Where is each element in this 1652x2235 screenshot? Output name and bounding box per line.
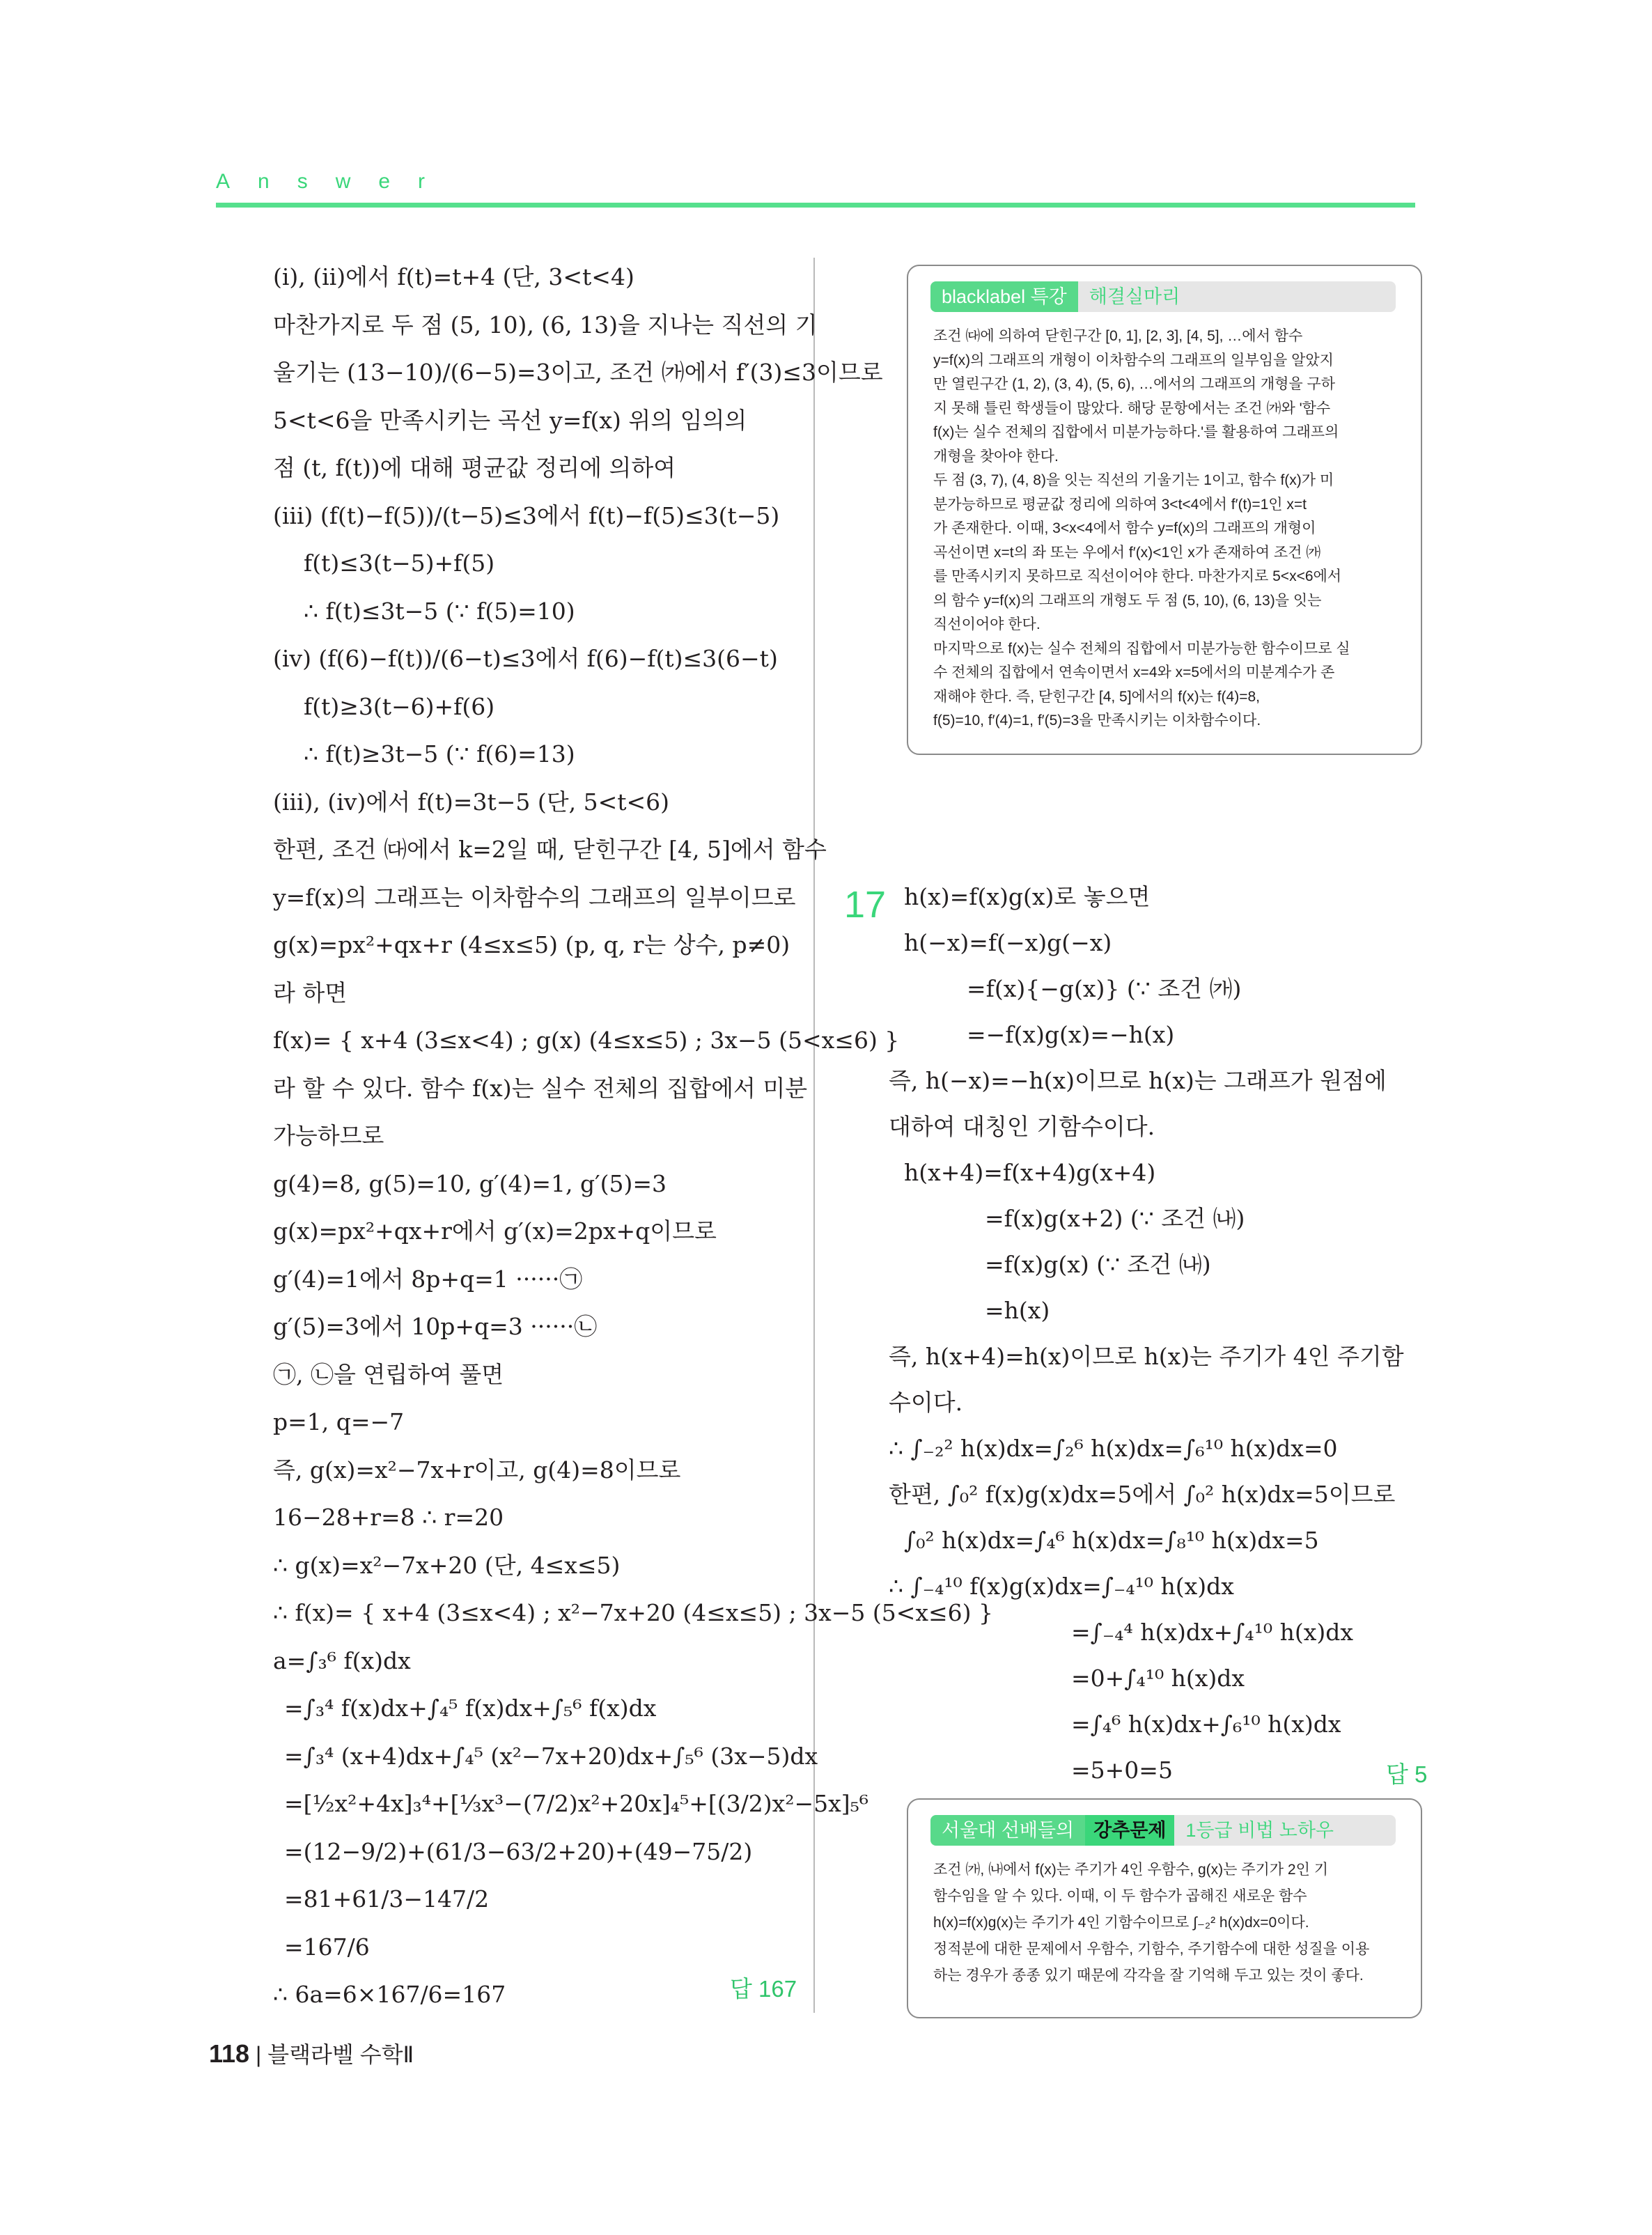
left-line: f(t)≥3(t−6)+f(6)	[304, 692, 495, 720]
right-line: 즉, h(x+4)=h(x)이므로 h(x)는 주기가 4인 주기함	[889, 1343, 1404, 1370]
note-line: f(5)=10, f′(4)=1, f′(5)=3을 만족시키는 이차함수이다.	[933, 712, 1261, 729]
left-line: f(x)= { x+4 (3≤x<4) ; g(x) (4≤x≤5) ; 3x−5 (5<x≤6) }	[273, 1027, 900, 1054]
note-line: 곡선이면 x=t의 좌 또는 우에서 f′(x)<1인 x가 존재하여 조건 ㈎	[933, 544, 1321, 561]
right-line: ∴ ∫₋₄¹⁰ f(x)g(x)dx=∫₋₄¹⁰ h(x)dx	[889, 1573, 1234, 1600]
right-line: =f(x){−g(x)} (∵ 조건 ㈎)	[967, 975, 1242, 1002]
left-line: 즉, g(x)=x²−7x+r이고, g(4)=8이므로	[273, 1456, 681, 1483]
left-line: ∴ f(t)≥3t−5 (∵ f(6)=13)	[304, 740, 575, 768]
right-line: h(x)=f(x)g(x)로 놓으면	[904, 883, 1151, 910]
left-line: f(t)≤3(t−5)+f(5)	[304, 550, 495, 577]
right-line: =f(x)g(x+2) (∵ 조건 ㈏)	[985, 1205, 1245, 1232]
section-label: Answer	[216, 170, 453, 193]
note-line: y=f(x)의 그래프의 개형이 이차함수의 그래프의 일부임을 알았지	[933, 352, 1334, 368]
note-line: 지 못해 틀린 학생들이 많았다. 해당 문항에서는 조건 ㈎와 '함수	[933, 400, 1331, 416]
left-line: ∴ 6a=6×167/6=167	[273, 1981, 506, 2008]
note-box	[907, 265, 1422, 755]
left-line: =(12−9/2)+(61/3−63/2+20)+(49−75/2)	[284, 1837, 753, 1865]
tip-box-title	[930, 1815, 1396, 1846]
right-answer: 답 5	[1386, 1761, 1428, 1787]
note-box-title-sub: 해결실마리	[1089, 286, 1180, 307]
left-line: ∴ g(x)=x²−7x+20 (단, 4≤x≤5)	[273, 1551, 621, 1579]
left-line: 라 하면	[273, 979, 348, 1006]
note-line: 만 열린구간 (1, 2), (3, 4), (5, 6), …에서의 그래프의 개형을 구하	[933, 376, 1336, 392]
left-line: (ⅰ), (ⅱ)에서 f(t)=t+4 (단, 3<t<4)	[273, 263, 634, 290]
tip-line: h(x)=f(x)g(x)는 주기가 4인 기함수이므로 ∫₋₂² h(x)dx=0이다.	[933, 1915, 1309, 1931]
right-line: 대하여 대칭인 기함수이다.	[889, 1113, 1155, 1140]
note-line: 가 존재한다. 이때, 3<x<4에서 함수 y=f(x)의 그래프의 개형이	[933, 520, 1316, 536]
right-line: 수이다.	[889, 1389, 963, 1416]
note-line: 개형을 찾아야 한다.	[933, 448, 1059, 465]
left-line: 울기는 (13−10)/(6−5)=3이고, 조건 ㈎에서 f′(3)≤3이므로	[273, 359, 883, 386]
left-line: 점 (t, f(t))에 대해 평균값 정리에 의하여	[273, 454, 676, 481]
left-line: 마찬가지로 두 점 (5, 10), (6, 13)을 지나는 직선의 기	[273, 311, 818, 338]
note-line: 수 전체의 집합에서 연속이면서 x=4와 x=5에서의 미분계수가 존	[933, 664, 1335, 680]
page-footer	[209, 2037, 414, 2069]
left-line: ∴ f(t)≤3t−5 (∵ f(5)=10)	[304, 597, 575, 625]
note-line: 두 점 (3, 7), (4, 8)을 잇는 직선의 기울기는 1이고, 함수 f(x)가 미	[933, 472, 1334, 488]
left-line: g′(5)=3에서 10p+q=3 ······㉡	[273, 1313, 598, 1340]
tip-line: 함수임을 알 수 있다. 이때, 이 두 함수가 곱해진 새로운 함수	[933, 1888, 1307, 1904]
tip-box-title-pre: 서울대 선배들의	[930, 1815, 1085, 1846]
note-line: f(x)는 실수 전체의 집합에서 미분가능하다.'를 활용하여 그래프의	[933, 424, 1339, 440]
left-line: (ⅲ) (f(t)−f(5))/(t−5)≤3에서 f(t)−f(5)≤3(t−5)	[273, 501, 780, 529]
header-rule	[216, 203, 1415, 208]
note-box-title-main: blacklabel 특강	[930, 281, 1078, 312]
note-box-title	[930, 281, 1396, 312]
right-line: =5+0=5	[1071, 1757, 1173, 1784]
right-line: =∫₄⁶ h(x)dx+∫₆¹⁰ h(x)dx	[1071, 1711, 1341, 1738]
left-answer: 답 167	[730, 1976, 797, 2002]
left-line: =167/6	[284, 1933, 370, 1961]
tip-line: 하는 경우가 종종 있기 때문에 각각을 잘 기억해 두고 있는 것이 좋다.	[933, 1968, 1364, 1984]
left-line: =[½x²+4x]₃⁴+[⅓x³−(7/2)x²+20x]₄⁵+[(3/2)x²−5x]₅⁶	[284, 1790, 869, 1817]
right-line: =h(x)	[985, 1297, 1050, 1324]
right-line: =−f(x)g(x)=−h(x)	[967, 1021, 1175, 1048]
right-line: 한편, ∫₀² f(x)g(x)dx=5에서 ∫₀² h(x)dx=5이므로	[889, 1481, 1396, 1508]
left-line: g′(4)=1에서 8p+q=1 ······㉠	[273, 1265, 583, 1293]
note-line: 마지막으로 f(x)는 실수 전체의 집합에서 미분가능한 함수이므로 실	[933, 640, 1350, 657]
right-line: =0+∫₄¹⁰ h(x)dx	[1071, 1665, 1245, 1692]
book-title: 블랙라벨 수학Ⅱ	[267, 2042, 414, 2067]
right-line: =∫₋₄⁴ h(x)dx+∫₄¹⁰ h(x)dx	[1071, 1619, 1353, 1646]
note-line: 분가능하므로 평균값 정리에 의하여 3<t<4에서 f′(t)=1인 x=t	[933, 496, 1307, 513]
left-line: =∫₃⁴ (x+4)dx+∫₄⁵ (x²−7x+20)dx+∫₅⁶ (3x−5)dx	[284, 1742, 818, 1770]
left-line: 5<t<6을 만족시키는 곡선 y=f(x) 위의 임의의	[273, 406, 747, 434]
tip-box	[907, 1798, 1422, 2018]
left-line: y=f(x)의 그래프는 이차함수의 그래프의 일부이므로	[273, 883, 796, 911]
left-line: (ⅳ) (f(6)−f(t))/(6−t)≤3에서 f(6)−f(t)≤3(6−t)	[273, 645, 778, 672]
left-line: ∴ f(x)= { x+4 (3≤x<4) ; x²−7x+20 (4≤x≤5) ; 3x−5 (5<x≤6) }	[273, 1599, 994, 1626]
tip-line: 조건 ㈎, ㈏에서 f(x)는 주기가 4인 우함수, g(x)는 주기가 2인 기	[933, 1862, 1329, 1878]
right-line: h(−x)=f(−x)g(−x)	[904, 929, 1112, 956]
left-line: 라 할 수 있다. 함수 f(x)는 실수 전체의 집합에서 미분	[273, 1074, 808, 1102]
note-line: 재해야 한다. 즉, 닫힌구간 [4, 5]에서의 f(x)는 f(4)=8,	[933, 688, 1260, 705]
right-line: 즉, h(−x)=−h(x)이므로 h(x)는 그래프가 원점에	[889, 1067, 1387, 1094]
left-line: g(x)=px²+qx+r (4≤x≤5) (p, q, r는 상수, p≠0)	[273, 931, 790, 958]
note-line: 조건 ㈐에 의하여 닫힌구간 [0, 1], [2, 3], [4, 5], …에서 함수	[933, 328, 1303, 344]
left-line: ㉠, ㉡을 연립하여 풀면	[273, 1360, 504, 1388]
right-line: h(x+4)=f(x+4)g(x+4)	[904, 1159, 1156, 1186]
left-line: p=1, q=−7	[273, 1408, 405, 1435]
left-line: 16−28+r=8 ∴ r=20	[273, 1504, 504, 1531]
right-line: ∴ ∫₋₂² h(x)dx=∫₂⁶ h(x)dx=∫₆¹⁰ h(x)dx=0	[889, 1435, 1338, 1462]
left-line: =81+61/3−147/2	[284, 1885, 490, 1913]
note-line: 직선이어야 한다.	[933, 616, 1041, 632]
left-line: (ⅲ), (ⅳ)에서 f(t)=3t−5 (단, 5<t<6)	[273, 788, 670, 816]
right-line: =f(x)g(x) (∵ 조건 ㈏)	[985, 1251, 1211, 1278]
left-line: g(x)=px²+qx+r에서 g′(x)=2px+q이므로	[273, 1217, 717, 1245]
page-number: 118	[209, 2039, 250, 2068]
footer-separator: |	[255, 2042, 268, 2067]
tip-box-title-bold: 강추문제	[1085, 1815, 1174, 1846]
right-line: ∫₀² h(x)dx=∫₄⁶ h(x)dx=∫₈¹⁰ h(x)dx=5	[904, 1527, 1319, 1554]
note-line: 를 만족시키지 못하므로 직선이어야 한다. 마찬가지로 5<x<6에서	[933, 568, 1342, 584]
note-line: 의 함수 y=f(x)의 그래프의 개형도 두 점 (5, 10), (6, 13)을 잇는	[933, 592, 1322, 609]
left-line: a=∫₃⁶ f(x)dx	[273, 1646, 411, 1674]
tip-box-title-sub: 1등급 비법 노하우	[1185, 1820, 1334, 1841]
problem-number: 17	[844, 884, 887, 926]
left-line: 가능하므로	[273, 1122, 384, 1149]
left-line: g(4)=8, g(5)=10, g′(4)=1, g′(5)=3	[273, 1169, 667, 1197]
tip-line: 정적분에 대한 문제에서 우함수, 기함수, 주기함수에 대한 성질을 이용	[933, 1941, 1370, 1957]
left-line: =∫₃⁴ f(x)dx+∫₄⁵ f(x)dx+∫₅⁶ f(x)dx	[284, 1695, 657, 1722]
left-line: 한편, 조건 ㈐에서 k=2일 때, 닫힌구간 [4, 5]에서 함수	[273, 836, 827, 863]
